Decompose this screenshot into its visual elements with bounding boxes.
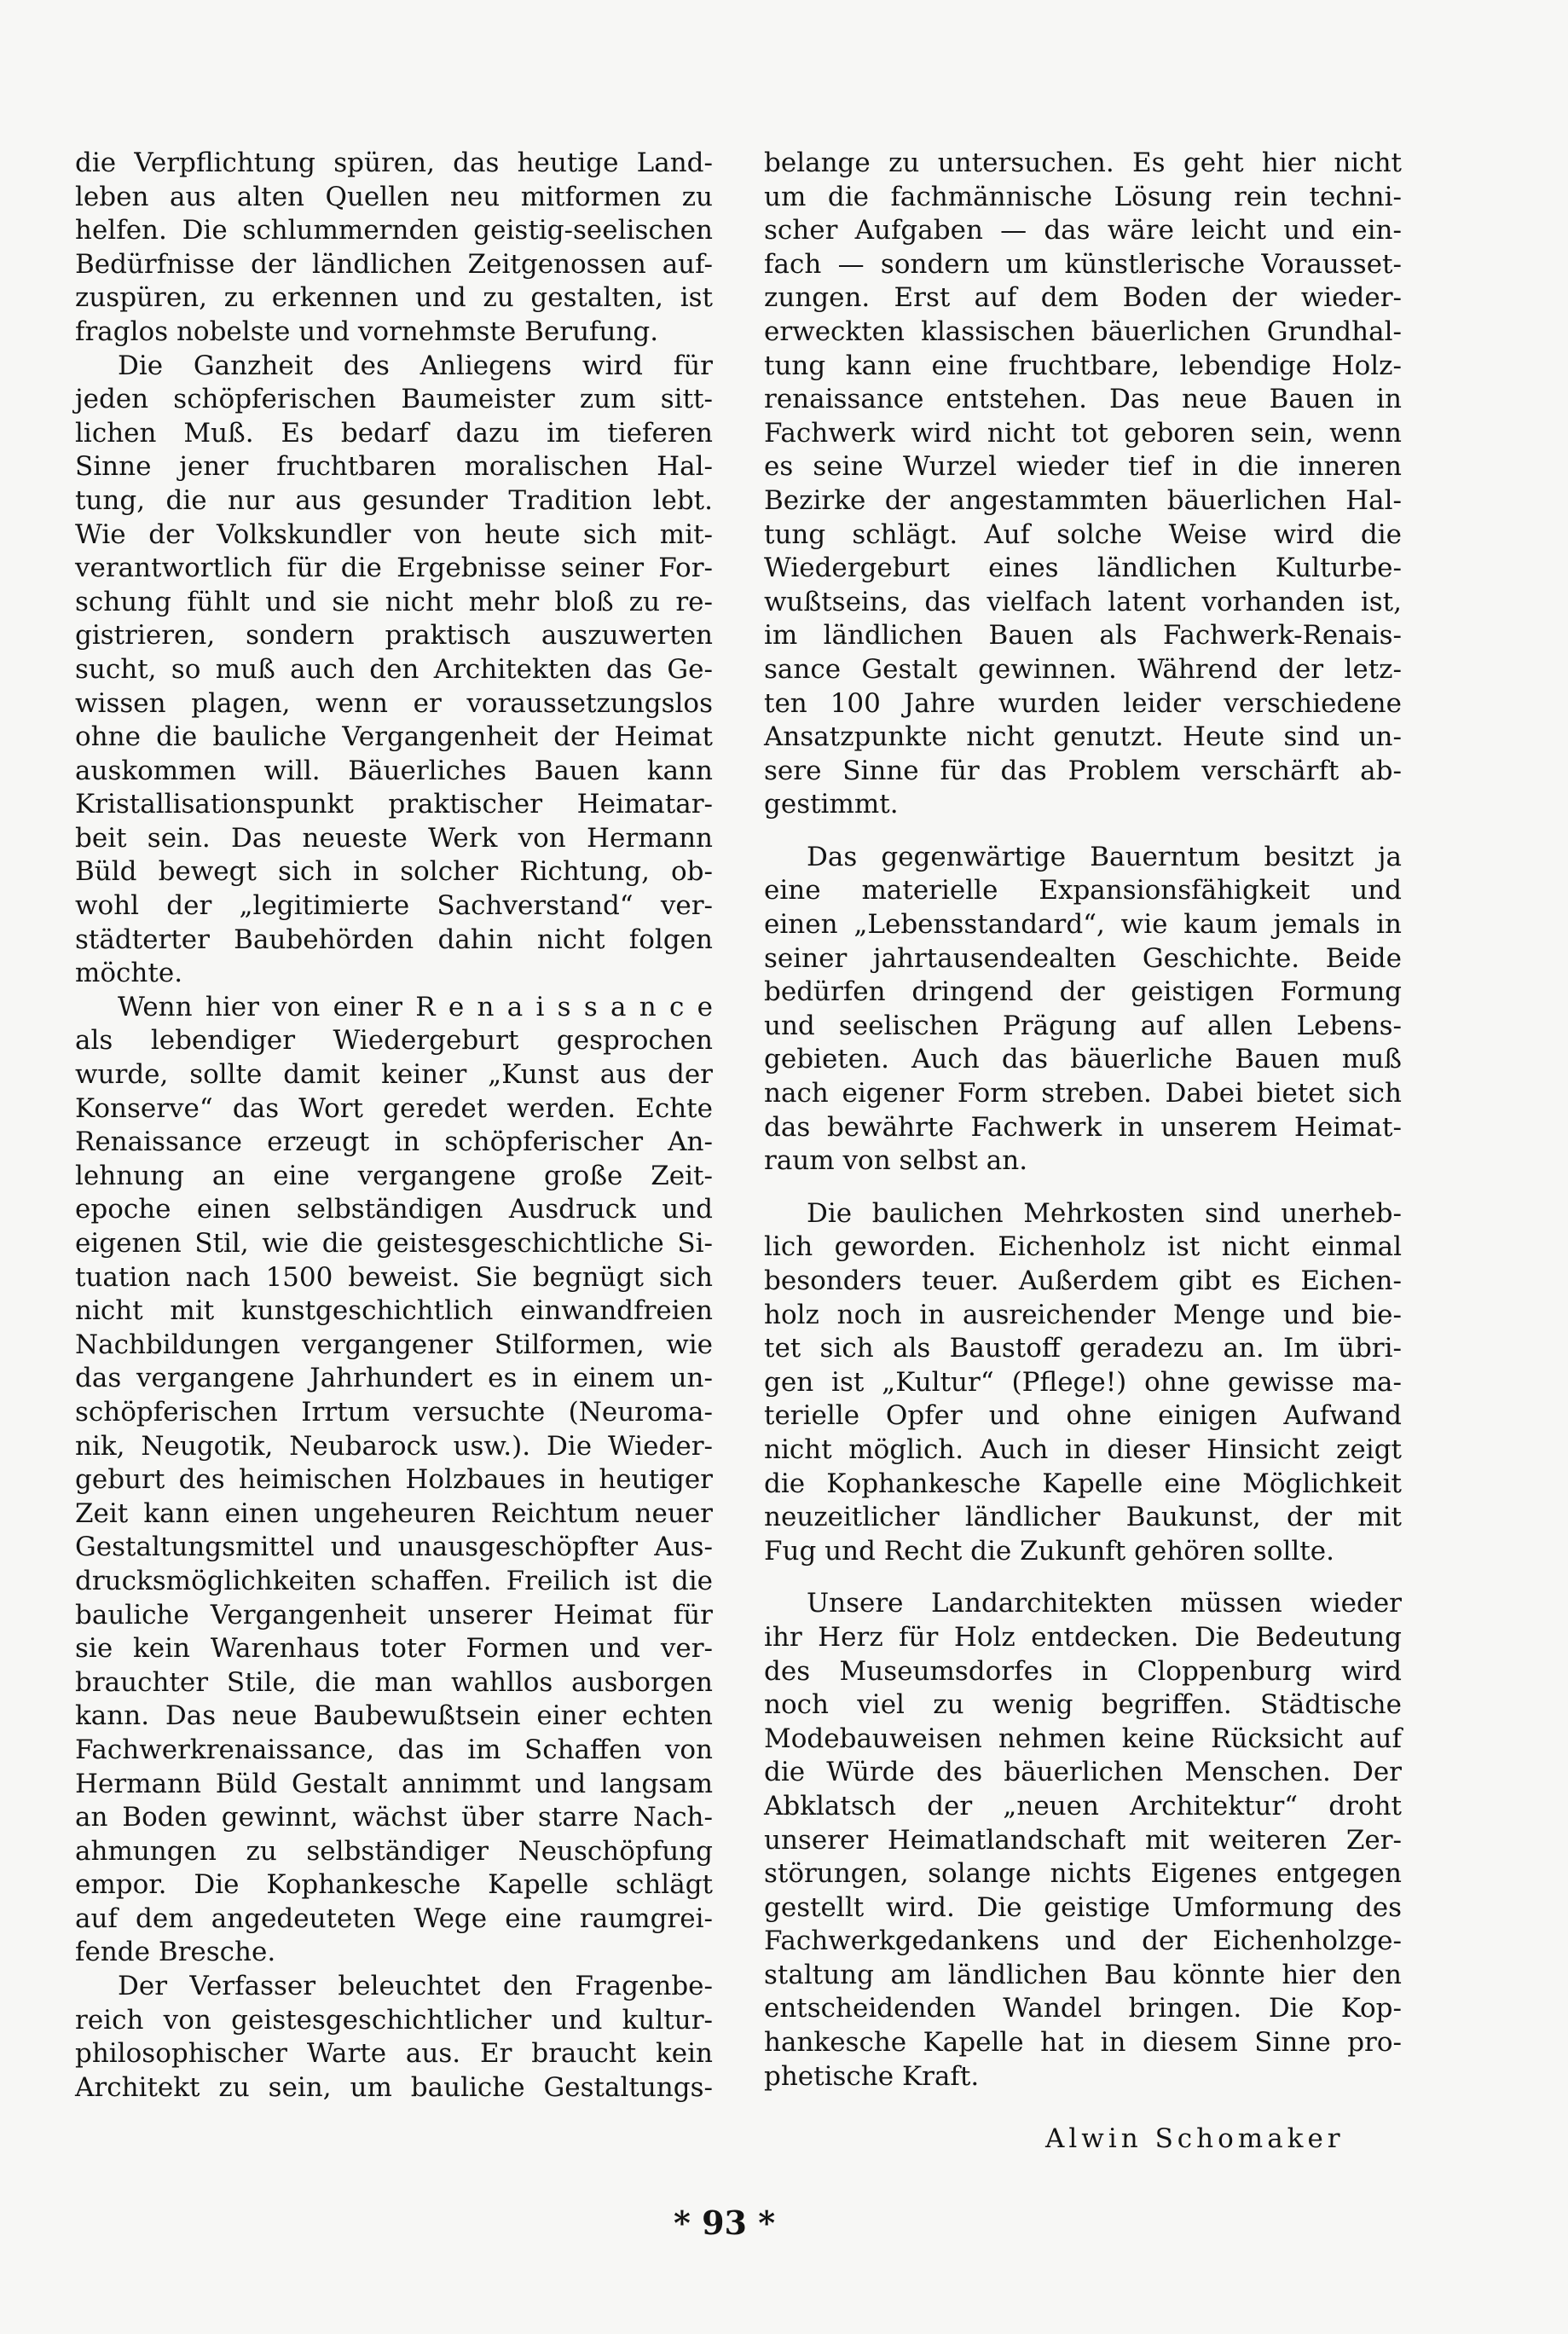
text-line: verantwortlich für die Ergebnisse seiner For- <box>75 553 713 584</box>
text-line: möchte. <box>75 958 183 989</box>
text-line: Konserve“ das Wort geredet werden. Echte <box>75 1092 713 1124</box>
text-line: wohl der „legitimierte Sachverstand“ ver- <box>75 890 713 922</box>
text-line: Fachwerkgedankens und der Eichenholzge- <box>764 1926 1402 1957</box>
text-line: Fug und Recht die Zukunft gehören sollte. <box>764 1535 1334 1567</box>
text-line: holz noch in ausreichender Menge und bie- <box>764 1299 1402 1330</box>
text-line: hankesche Kapelle hat in diesem Sinne pro- <box>764 2027 1402 2059</box>
text-line: gebieten. Auch das bäuerliche Bauen muß <box>764 1044 1402 1075</box>
text-line: neuzeitlicher ländlicher Baukunst, der mit <box>764 1502 1402 1533</box>
text-line: Kristallisationspunkt praktischer Heimatar- <box>75 789 713 820</box>
page-number: * 93 * <box>674 2204 776 2242</box>
text-line: jeden schöpferischen Baumeister zum sitt- <box>75 384 713 415</box>
text-line: die Verpflichtung spüren, das heutige Land- <box>75 148 713 178</box>
text-line: lich geworden. Eichenholz ist nicht einmal <box>764 1231 1402 1263</box>
text-line: scher Aufgaben — das wäre leicht und ein- <box>764 215 1402 246</box>
text-line: unserer Heimatlandschaft mit weiteren Zer- <box>764 1824 1402 1856</box>
text-line: Gestaltungsmittel und unausgeschöpfter Aus- <box>75 1532 713 1563</box>
text-line: bedürfen dringend der geistigen Formung <box>764 976 1402 1008</box>
text-line: sie kein Warenhaus toter Formen und ver- <box>75 1633 713 1665</box>
text-line: Zeit kann einen ungeheuren Reichtum neuer <box>75 1497 713 1529</box>
text-line: Bedürfnisse der ländlichen Zeitgenossen auf- <box>75 248 713 280</box>
text-line: einen „Lebensstandard“, wie kaum jemals in <box>764 909 1402 941</box>
text-line: epoche einen selbständigen Ausdruck und <box>75 1194 713 1225</box>
text-line: noch viel zu wenig begriffen. Städtische <box>764 1689 1402 1721</box>
text-line: und seelischen Prägung auf allen Lebens- <box>764 1010 1402 1041</box>
text-line: nik, Neugotik, Neubarock usw.). Die Wieder- <box>75 1430 713 1462</box>
text-line: schöpferischen Irrtum versuchte (Neuroma- <box>75 1396 713 1428</box>
text-line: wußtseins, das vielfach latent vorhanden ist, <box>764 586 1402 617</box>
text-line: lehnung an eine vergangene große Zeit- <box>75 1160 713 1191</box>
text-line: gestimmt. <box>764 789 899 820</box>
text-line: Wenn hier von einer R e n a i s s a n c e <box>118 991 713 1022</box>
text-line: tet sich als Baustoff geradezu an. Im übri- <box>764 1333 1402 1364</box>
text-line: wissen plagen, wenn er voraussetzungslos <box>75 687 713 719</box>
text-line: es seine Wurzel wieder tief in die inneren <box>764 451 1402 483</box>
text-line: Der Verfasser beleuchtet den Fragenbe- <box>118 1971 713 2002</box>
text-line: empor. Die Kophankesche Kapelle schlägt <box>75 1869 713 1901</box>
text-line: phetische Kraft. <box>764 2060 980 2092</box>
text-line: Abklatsch der „neuen Architektur“ droht <box>764 1790 1402 1821</box>
text-line: gen ist „Kultur“ (Pflege!) ohne gewisse ma- <box>764 1366 1402 1398</box>
paragraph-gap <box>764 1568 1402 1587</box>
text-line: geburt des heimischen Holzbaues in heutiger <box>75 1464 713 1496</box>
text-line: Unsere Landarchitekten müssen wieder <box>807 1588 1402 1619</box>
paragraph-gap <box>764 1179 1402 1197</box>
text-line: tuation nach 1500 beweist. Sie begnügt sich <box>75 1261 713 1293</box>
text-line: belange zu untersuchen. Es geht hier nicht <box>764 148 1402 178</box>
text-line: gestellt wird. Die geistige Umformung des <box>764 1891 1402 1923</box>
text-line: die Kophankesche Kapelle eine Möglichkeit <box>764 1468 1402 1499</box>
text-line: Nachbildungen vergangener Stilformen, wie <box>75 1329 713 1360</box>
text-line: sere Sinne für das Problem verschärft ab- <box>764 755 1402 786</box>
text-line: schung fühlt und sie nicht mehr bloß zu re- <box>75 586 713 617</box>
text-line: wurde, sollte damit keiner „Kunst aus der <box>75 1059 713 1091</box>
text-line: entscheidenden Wandel bringen. Die Kop- <box>764 1993 1402 2024</box>
text-line: beit sein. Das neueste Werk von Hermann <box>75 822 713 854</box>
text-line: auskommen will. Bäuerliches Bauen kann <box>75 755 713 786</box>
text-line: nicht möglich. Auch in dieser Hinsicht zeigt <box>764 1433 1402 1465</box>
text-line: brauchter Stile, die man wahllos ausborgen <box>75 1666 713 1698</box>
text-line: renaissance entstehen. Das neue Bauen in <box>764 384 1402 415</box>
text-line: Wie der Volkskundler von heute sich mit- <box>75 518 713 550</box>
text-line: Die baulichen Mehrkosten sind unerheb- <box>807 1197 1402 1229</box>
text-line: raum von selbst an. <box>764 1145 1028 1177</box>
right-text-column <box>764 147 1402 2094</box>
text-line: tung kann eine fruchtbare, lebendige Holz- <box>764 350 1402 381</box>
text-line: das bewährte Fachwerk in unserem Heimat- <box>764 1111 1402 1143</box>
text-line: ahmungen zu selbständiger Neuschöpfung <box>75 1835 713 1867</box>
text-line: Büld bewegt sich in solcher Richtung, ob- <box>75 856 713 888</box>
text-line: nicht mit kunstgeschichtlich einwandfreien <box>75 1295 713 1327</box>
text-line: ten 100 Jahre wurden leider verschiedene <box>764 687 1402 719</box>
left-text-column <box>75 147 713 2105</box>
text-line: bauliche Vergangenheit unserer Heimat für <box>75 1599 713 1630</box>
text-line: besonders teuer. Außerdem gibt es Eichen- <box>764 1265 1402 1296</box>
text-line: an Boden gewinnt, wächst über starre Nach- <box>75 1802 713 1833</box>
text-line: ohne die bauliche Vergangenheit der Heimat <box>75 721 713 753</box>
text-line: terielle Opfer und ohne einigen Aufwand <box>764 1400 1402 1432</box>
text-line: fende Bresche. <box>75 1937 276 1968</box>
text-line: sance Gestalt gewinnen. Während der letz- <box>764 653 1402 685</box>
text-line: Die Ganzheit des Anliegens wird für <box>118 350 713 381</box>
text-line: Architekt zu sein, um bauliche Gestaltungs- <box>75 2071 713 2103</box>
text-line: gistrieren, sondern praktisch auszuwerten <box>75 620 713 652</box>
text-line: lichen Muß. Es bedarf dazu im tieferen <box>75 417 713 449</box>
text-line: Modebauweisen nehmen keine Rücksicht auf <box>764 1723 1402 1754</box>
text-line: Wiedergeburt eines ländlichen Kulturbe- <box>764 553 1402 584</box>
paragraph-gap <box>764 822 1402 841</box>
text-line: Sinne jener fruchtbaren moralischen Hal- <box>75 451 713 483</box>
text-line: städterter Baubehörden dahin nicht folgen <box>75 924 713 955</box>
text-line: auf dem angedeuteten Wege eine raumgrei- <box>75 1903 713 1934</box>
text-line: eigenen Stil, wie die geistesgeschichtliche Si- <box>75 1228 713 1259</box>
text-line: Fachwerkrenaissance, das im Schaffen von <box>75 1734 713 1765</box>
text-line: Fachwerk wird nicht tot geboren sein, wenn <box>764 417 1402 449</box>
text-line: des Museumsdorfes in Cloppenburg wird <box>764 1655 1402 1687</box>
text-line: tung, die nur aus gesunder Tradition lebt. <box>75 484 713 516</box>
text-line: die Würde des bäuerlichen Menschen. Der <box>764 1757 1402 1788</box>
text-line: seiner jahrtausendealten Geschichte. Beide <box>764 942 1402 974</box>
author-signature: Alwin Schomaker <box>1045 2123 1345 2154</box>
text-line: zuspüren, zu erkennen und zu gestalten, ist <box>75 282 713 314</box>
text-line: erweckten klassischen bäuerlichen Grundhal- <box>764 316 1402 347</box>
text-line: das vergangene Jahrhundert es in einem un- <box>75 1363 713 1394</box>
text-line: eine materielle Expansionsfähigkeit und <box>764 875 1402 906</box>
text-line: philosophischer Warte aus. Er braucht kein <box>75 2038 713 2070</box>
text-line: störungen, solange nichts Eigenes entgegen <box>764 1858 1402 1890</box>
text-line: Hermann Büld Gestalt annimmt und langsam <box>75 1768 713 1799</box>
text-line: sucht, so muß auch den Architekten das Ge- <box>75 653 713 685</box>
text-line: Bezirke der angestammten bäuerlichen Hal- <box>764 484 1402 516</box>
text-line: fach — sondern um künstlerische Vorausset- <box>764 248 1402 280</box>
text-line: um die fachmännische Lösung rein techni- <box>764 181 1402 212</box>
text-line: reich von geistesgeschichtlicher und kultur- <box>75 2004 713 2036</box>
text-line: helfen. Die schlummernden geistig-seelischen <box>75 215 713 246</box>
text-line: zungen. Erst auf dem Boden der wieder- <box>764 282 1402 314</box>
text-line: Das gegenwärtige Bauerntum besitzt ja <box>807 841 1402 872</box>
text-line: Renaissance erzeugt in schöpferischer An- <box>75 1126 713 1158</box>
text-line: drucksmöglichkeiten schaffen. Freilich ist die <box>75 1565 713 1596</box>
text-line: leben aus alten Quellen neu mitformen zu <box>75 181 713 212</box>
text-line: kann. Das neue Baubewußtsein einer echten <box>75 1700 713 1732</box>
text-line: im ländlichen Bauen als Fachwerk-Renais- <box>764 620 1402 652</box>
text-line: nach eigener Form streben. Dabei bietet sich <box>764 1078 1402 1109</box>
text-line: als lebendiger Wiedergeburt gesprochen <box>75 1025 713 1057</box>
text-line: ihr Herz für Holz entdecken. Die Bedeutung <box>764 1621 1402 1653</box>
text-line: Ansatzpunkte nicht genutzt. Heute sind un- <box>764 721 1402 753</box>
text-line: tung schlägt. Auf solche Weise wird die <box>764 518 1402 550</box>
text-line: fraglos nobelste und vornehmste Berufung. <box>75 316 659 347</box>
text-line: staltung am ländlichen Bau könnte hier den <box>764 1959 1402 1990</box>
